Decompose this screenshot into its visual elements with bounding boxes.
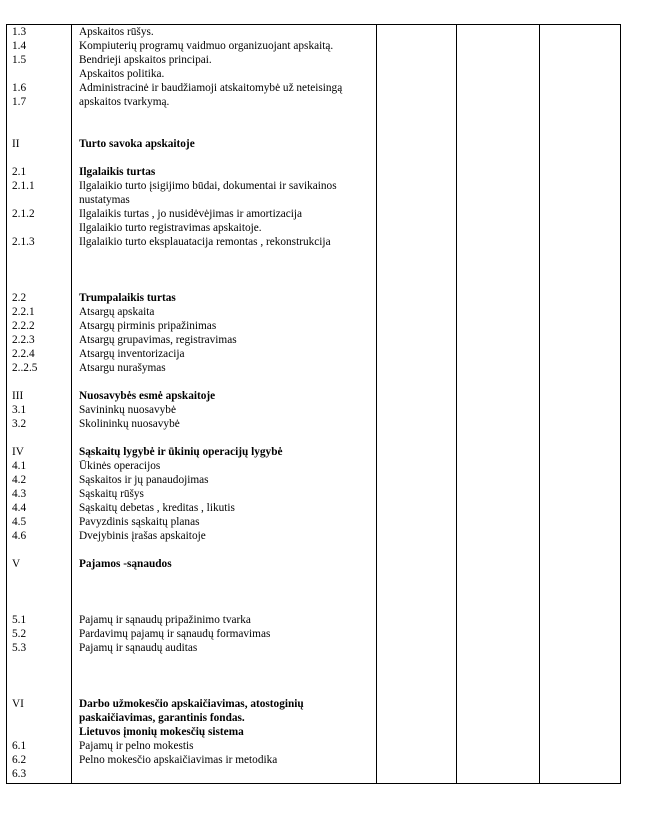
- topic-text: Pajamų ir sąnaudų pripažinimo tvarka: [79, 614, 251, 626]
- topic-text: Sąskaitų debetas , kreditas , likutis: [79, 502, 235, 514]
- section-number-column: [12, 25, 70, 781]
- section-heading: Trumpalaikis turtas: [79, 292, 176, 304]
- section-number: [12, 221, 70, 235]
- topic-text: Ilgalaikis turtas , jo nusidėvėjimas ir amortizacija: [79, 208, 303, 220]
- topic-text: Atsargų pirminis pripažinimas: [79, 320, 217, 332]
- topic-text: [79, 151, 379, 165]
- topic-text: Pardavimų pajamų ir sąnaudų formavimas: [79, 628, 271, 640]
- section-number: 2.1.2: [12, 208, 35, 220]
- section-number: 4.2: [12, 474, 27, 486]
- section-number: [12, 543, 70, 557]
- section-number: 4.4: [12, 502, 27, 514]
- section-number: [12, 193, 70, 207]
- topic-text: apskaitos tvarkymą.: [79, 96, 170, 108]
- topic-text: Kompiuterių programų vaidmuo organizuojant apskaitą.: [79, 40, 334, 52]
- section-number: 4.1: [12, 460, 27, 472]
- section-number: [12, 249, 70, 263]
- section-number: 3.2: [12, 418, 27, 430]
- topic-text: Apskaitos politika.: [79, 68, 165, 80]
- topic-text: Ilgalaikio turto įsigijimo būdai, dokumentai ir savikainos: [79, 180, 337, 192]
- topic-text: Skolininkų nuosavybė: [79, 418, 180, 430]
- section-number: II: [12, 138, 20, 150]
- section-number: 5.2: [12, 628, 27, 640]
- topic-text: [79, 599, 379, 613]
- topic-text: [79, 109, 379, 123]
- section-heading: Sąskaitų lygybė ir ūkinių operacijų lygybė: [79, 446, 283, 458]
- topic-text: [79, 249, 379, 263]
- section-number: 2.2.2: [12, 320, 35, 332]
- topic-text: Pajamų ir sąnaudų auditas: [79, 642, 198, 654]
- topic-text: Ūkinės operacijos: [79, 460, 161, 472]
- topic-text: Atsargu nurašymas: [79, 362, 166, 374]
- topic-text: Sąskaitų rūšys: [79, 488, 144, 500]
- section-number: [12, 151, 70, 165]
- section-number: 1.3: [12, 26, 27, 38]
- section-number: 1.4: [12, 40, 27, 52]
- section-number: 2.1.3: [12, 236, 35, 248]
- section-number: [12, 571, 70, 585]
- topic-text: Pavyzdinis sąskaitų planas: [79, 516, 200, 528]
- section-number: 4.5: [12, 516, 27, 528]
- topic-text: Atsargų apskaita: [79, 306, 155, 318]
- topic-text: Sąskaitos ir jų panaudojimas: [79, 474, 209, 486]
- section-number: 2.2.3: [12, 334, 35, 346]
- topic-text: [79, 543, 379, 557]
- topic-text: Bendrieji apskaitos principai.: [79, 54, 212, 66]
- section-number: 5.3: [12, 642, 27, 654]
- topic-text: [79, 571, 379, 585]
- section-number: [12, 683, 70, 697]
- topic-text: Pajamų ir pelno mokestis: [79, 740, 194, 752]
- section-heading: paskaičiavimas, garantinis fondas.: [79, 712, 245, 724]
- topic-text: [79, 123, 379, 137]
- section-number: VI: [12, 698, 24, 710]
- topic-text: Atsargų grupavimas, registravimas: [79, 334, 237, 346]
- section-heading: Ilgalaikis turtas: [79, 166, 156, 178]
- section-heading: Nuosavybės esmė apskaitoje: [79, 390, 216, 402]
- section-number: 3.1: [12, 404, 27, 416]
- section-number: 6.1: [12, 740, 27, 752]
- section-heading: Darbo užmokesčio apskaičiavimas, atostoginių: [79, 698, 304, 710]
- topic-text: Dvejybinis įrašas apskaitoje: [79, 530, 206, 542]
- topic-text: Apskaitos rūšys.: [79, 26, 154, 38]
- section-number: [12, 123, 70, 137]
- section-number: 1.7: [12, 96, 27, 108]
- section-number: 6.3: [12, 768, 27, 780]
- section-number: 2.2.4: [12, 348, 35, 360]
- section-number: 2..2.5: [12, 362, 38, 374]
- section-number: [12, 109, 70, 123]
- topic-text: [79, 767, 379, 781]
- section-heading: Turto savoka apskaitoje: [79, 138, 195, 150]
- section-number: 6.2: [12, 754, 27, 766]
- section-number: 1.5: [12, 54, 27, 66]
- section-number: [12, 669, 70, 683]
- topic-column: [79, 25, 379, 781]
- syllabus-table: [6, 24, 621, 784]
- section-number: [12, 725, 70, 739]
- column-divider-3: [456, 25, 457, 783]
- section-heading: Lietuvos įmonių mokesčių sistema: [79, 726, 244, 738]
- section-number: 2.2: [12, 292, 27, 304]
- section-number: 2.2.1: [12, 306, 35, 318]
- topic-text: Atsargų inventorizacija: [79, 348, 185, 360]
- section-number: [12, 277, 70, 291]
- section-number: [12, 585, 70, 599]
- topic-text: [79, 277, 379, 291]
- topic-text: [79, 655, 379, 669]
- topic-text: Pelno mokesčio apskaičiavimas ir metodika: [79, 754, 278, 766]
- section-heading: Pajamos -sąnaudos: [79, 558, 172, 570]
- topic-text: Ilgalaikio turto registravimas apskaitoje.: [79, 222, 262, 234]
- column-divider-1: [71, 25, 72, 783]
- topic-text: [79, 683, 379, 697]
- section-number: III: [12, 390, 24, 402]
- topic-text: [79, 431, 379, 445]
- topic-text: [79, 669, 379, 683]
- section-number: IV: [12, 446, 24, 458]
- section-number: 4.3: [12, 488, 27, 500]
- topic-text: [79, 375, 379, 389]
- section-number: [12, 599, 70, 613]
- topic-text: Ilgalaikio turto eksplauatacija remontas , rekonstrukcija: [79, 236, 331, 248]
- section-number: 1.6: [12, 82, 27, 94]
- topic-text: [79, 263, 379, 277]
- section-number: 2.1.1: [12, 180, 35, 192]
- topic-text: Savininkų nuosavybė: [79, 404, 176, 416]
- section-number: [12, 711, 70, 725]
- section-number: V: [12, 558, 21, 570]
- section-number: 5.1: [12, 614, 27, 626]
- topic-text: [79, 585, 379, 599]
- section-number: [12, 263, 70, 277]
- column-divider-4: [539, 25, 540, 783]
- section-number: [12, 67, 70, 81]
- section-number: [12, 375, 70, 389]
- section-number: 4.6: [12, 530, 27, 542]
- section-number: [12, 655, 70, 669]
- section-number: [12, 431, 70, 445]
- topic-text: nustatymas: [79, 194, 130, 206]
- topic-text: Administracinė ir baudžiamoji atskaitomybė už neteisingą: [79, 82, 343, 94]
- section-number: 2.1: [12, 166, 27, 178]
